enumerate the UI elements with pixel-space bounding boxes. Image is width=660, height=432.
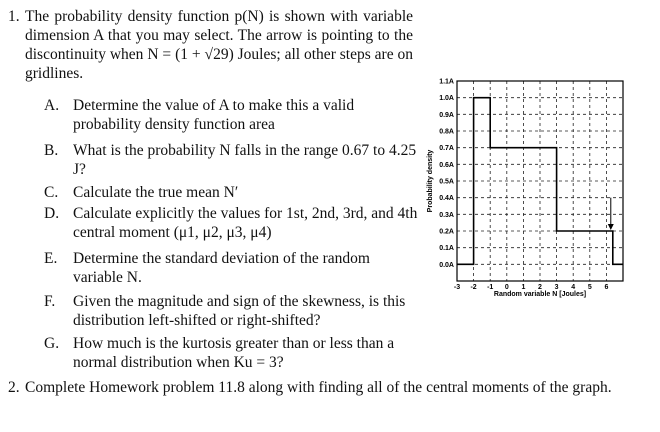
sub-question-label: C. [44, 184, 59, 201]
sub-question-label: B. [44, 142, 59, 159]
problem-number: 2. [8, 379, 20, 396]
sub-question-text: How much is the kurtosis greater than or less than a normal distribution when Ku = 3? [73, 335, 395, 371]
sub-question-text: Calculate explicitly the values for 1st, 2nd, 3rd, and 4th central moment (μ1, μ2, μ3, μ4) [73, 205, 418, 241]
x-tick-label: 3 [554, 284, 559, 291]
sub-question-text: Determine the standard deviation of the random variable N. [73, 250, 370, 286]
y-axis-label: Probability density [427, 149, 434, 213]
y-tick-label: 1.0A [439, 95, 454, 103]
problem-1 [8, 7, 413, 83]
problem-number: 1. [8, 8, 20, 25]
sub-question-text: Determine the value of A to make this a valid probability density function area [73, 97, 355, 133]
problem-text: Complete Homework problem 11.8 along with finding all of the central moments of the graph. [25, 379, 612, 396]
y-tick-label: 0.1A [439, 245, 454, 253]
sub-question-label: F. [44, 293, 56, 310]
problem-2 [8, 378, 648, 397]
y-tick-label: 0.5A [439, 178, 454, 186]
sub-question-text: Given the magnitude and sign of the skewness, is this distribution left-shifted or right-shifted? [73, 293, 406, 329]
sub-question-label: D. [44, 205, 60, 222]
sub-question-label: E. [44, 250, 58, 267]
y-tick-label: 0.9A [439, 111, 454, 119]
y-tick-label: 0.8A [439, 128, 454, 136]
arrow-head-icon [608, 224, 614, 230]
sub-question-label: G. [44, 335, 60, 352]
x-tick-label: 1 [521, 284, 526, 291]
y-tick-label: 0.2A [439, 228, 454, 236]
problem-intro: The probability density function p(N) is shown with variable dimension A that you may select. The arrow is pointing to the discontinuity when N = (1 + √29) Joules; all other steps are on gridlines. [25, 8, 413, 82]
x-axis-label: Random variable N [Joules] [493, 291, 587, 298]
x-tick-label: 4 [571, 284, 576, 291]
y-tick-label: 0.7A [439, 145, 454, 153]
y-tick-label: 0.6A [439, 161, 454, 169]
x-tick-label: -2 [470, 284, 477, 291]
sub-question-text: What is the probability N falls in the range 0.67 to 4.25 J? [73, 142, 417, 178]
pdf-chart [420, 70, 640, 300]
y-tick-label: 1.1A [439, 78, 454, 86]
x-tick-label: 0 [504, 284, 509, 291]
x-tick-label: -3 [453, 284, 461, 291]
y-tick-label: 0.0A [439, 261, 454, 269]
x-tick-label: 2 [538, 284, 542, 291]
sub-question-label: A. [44, 97, 60, 114]
y-tick-label: 0.4A [439, 195, 454, 203]
sub-question-text: Calculate the true mean N′ [73, 184, 239, 201]
y-tick-label: 0.3A [439, 211, 454, 219]
x-tick-label: -1 [487, 284, 494, 291]
x-tick-label: 6 [604, 284, 609, 291]
x-tick-label: 5 [587, 284, 592, 291]
